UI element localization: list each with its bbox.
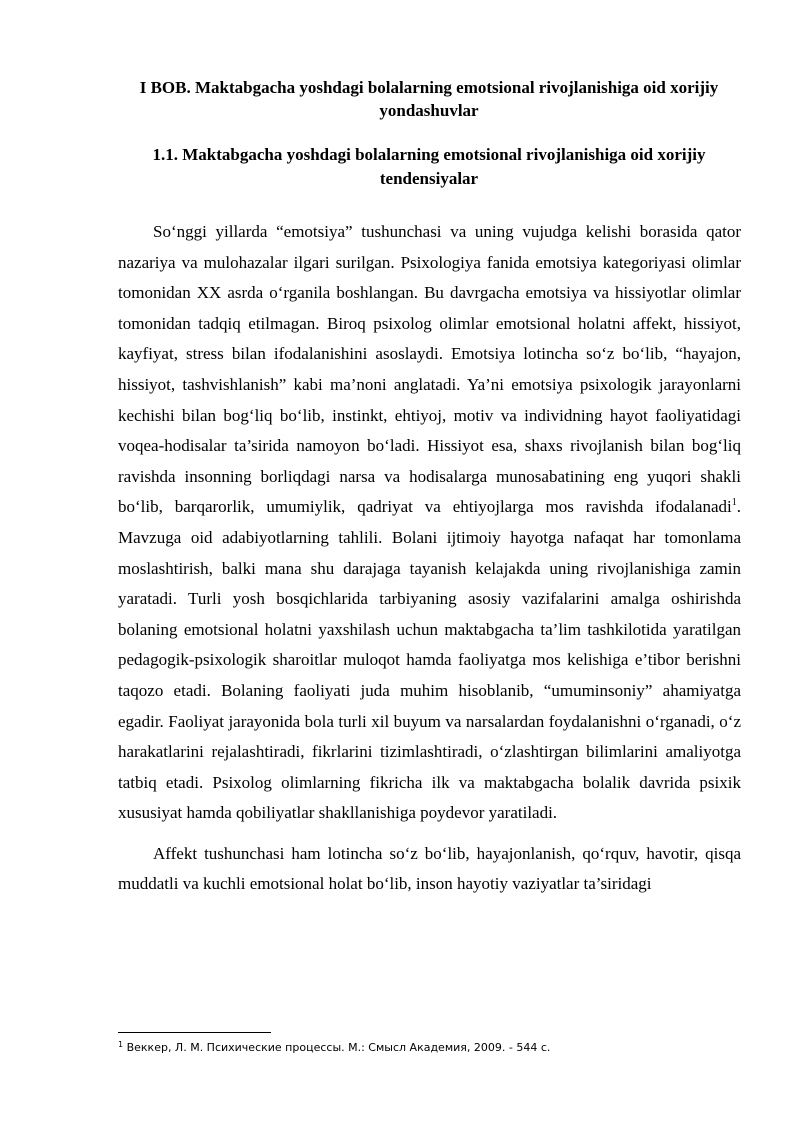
footnote-marker: 1 bbox=[118, 1040, 124, 1049]
paragraph-1 bbox=[118, 217, 741, 829]
footnote-reference[interactable]: 1 bbox=[731, 497, 737, 509]
footnote-divider bbox=[118, 1032, 271, 1033]
chapter-title: I BOB. Maktabgacha yoshdagi bolalarning emotsional rivojlanishiga oid xorijiy yondashuvlar bbox=[139, 78, 719, 120]
paragraph-2: Affekt tushunchasi ham lotincha so‘z bo‘lib, hayajonlanish, qo‘rquv, havotir, qisqa muddatli va kuchli emotsional holat bo‘lib, inson hayotiy vaziyatlar ta’siridagi bbox=[118, 843, 741, 894]
paragraph-1-part-1: So‘nggi yillarda “emotsiya” tushunchasi va uning vujudga kelishi borasida qator nazariya va mulohazalar ilgari surilgan. Psixologiya fanida emotsiya kategoriyasi olimlar tomonidan XX asrda o‘rganila boshlangan. Bu davrgacha emotsiya va hissiyotlar olimlar tomonidan tadqiq etilmagan. Biroq psixolog olimlar emotsional holatni affekt, hissiyot, kayfiyat, stress bilan ifodalanishini asoslaydi. Emotsiya lotincha so‘z bo‘lib, “hayajon, hissiyot, tashvishlanish” kabi ma’noni anglatadi. Ya’ni emotsiya psixologik jarayonlarni kechishi bilan bog‘liq bo‘lib, instinkt, ehtiyoj, motiv va individning hayot faoliyatidagi voqea-hodisalar ta’sirida namoyon bo‘ladi. Hissiyot esa, shaxs rivojlanish bilan bog‘liq ravishda insonning borliqdagi narsa va hodisalarga munosabatining eng yuqori shakli bo‘lib, barqarorlik, umumiylik, qadriyat va ehtiyojlarga mos ravishda ifodalanadi bbox=[118, 222, 741, 517]
footnote-text: Веккер, Л. М. Психические процессы. М.: Смысл Академия, 2009. - 544 с. bbox=[123, 1041, 551, 1054]
footnote bbox=[118, 1041, 741, 1055]
paragraph-1-part-2: . Mavzuga oid adabiyotlarning tahlili. Bolani ijtimoiy hayotga nafaqat har tomonlama moslashtirish, balki mana shu darajaga tayanish kelajakda uning rivojlanishiga zamin yaratadi. Turli yosh bosqichlarida tarbiyaning asosiy vazifalarini amalga oshirishda bolaning emotsional holatni yaxshilash uchun maktabgacha ta’lim tashkilotida yaratilgan pedagogik-psixologik sharoitlar muloqot hamda faoliyatga mos kelishiga e’tibor berishni taqozo etadi. Bolaning faoliyati juda muhim hisoblanib, “umuminsoniy” ahamiyatga egadir. Faoliyat jarayonida bola turli xil buyum va narsalardan foydalanishni o‘rganadi, o‘z harakatlarini rejalashtiradi, fikrlarini tizimlashtiradi, o‘zlashtirgan bilimlarini amaliyotga tatbiq etadi. Psixolog olimlarning fikricha ilk va maktabgacha bolalik davrida psixik xususiyat hamda qobiliyatlar shakllanishiga poydevor yaratiladi. bbox=[118, 497, 741, 823]
section-title: 1.1. Maktabgacha yoshdagi bolalarning emotsional rivojlanishiga oid xorijiy tendensiyalar bbox=[152, 145, 706, 188]
body-text bbox=[118, 217, 741, 900]
